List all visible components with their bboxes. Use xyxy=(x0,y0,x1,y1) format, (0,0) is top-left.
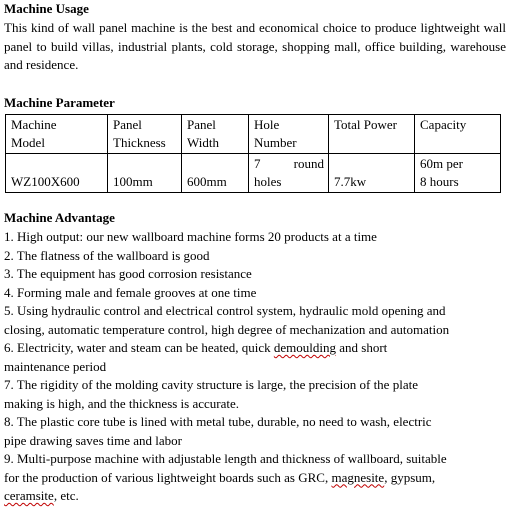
spellcheck-word: demoulding xyxy=(273,340,336,355)
cell-capacity: 60m per 8 hours xyxy=(415,154,501,193)
cell-thickness: 100mm xyxy=(108,154,182,193)
header-total-power: Total Power xyxy=(329,115,415,154)
usage-text: This kind of wall panel machine is the best and economical choice to produce lightweight wall panel to build villas, industrial plants, cold storage, shopping mall, office building, warehouse and residence. xyxy=(4,20,506,72)
cell-width: 600mm xyxy=(182,154,249,193)
parameter-heading: Machine Parameter xyxy=(4,95,115,110)
header-panel-thickness: Panel Thickness xyxy=(108,115,182,154)
advantage-line: 9. Multi-purpose machine with adjustable length and thickness of wallboard, suitable xyxy=(4,451,447,466)
header-machine-model: Machine Model xyxy=(6,115,108,154)
header-capacity: Capacity xyxy=(415,115,501,154)
advantage-line: 1. High output: our new wallboard machine forms 20 products at a time xyxy=(4,229,377,244)
parameter-table xyxy=(5,114,501,193)
advantage-line: closing, automatic temperature control, high degree of mechanization and automation xyxy=(4,321,450,337)
header-hole-number: Hole Number xyxy=(249,115,329,154)
usage-heading: Machine Usage xyxy=(4,1,89,16)
header-panel-width: Panel Width xyxy=(182,115,249,154)
spellcheck-word: ceramsite xyxy=(4,488,54,503)
advantage-line: 6. Electricity, water and steam can be heated, quick demoulding and short xyxy=(4,340,388,355)
advantage-line: 2. The flatness of the wallboard is good xyxy=(4,247,210,263)
cell-model: WZ100X600 xyxy=(6,154,108,193)
advantage-line: 8. The plastic core tube is lined with metal tube, durable, no need to wash, electric xyxy=(4,414,432,429)
advantage-heading: Machine Advantage xyxy=(4,210,115,225)
advantage-line: 5. Using hydraulic control and electrical control system, hydraulic mold opening and xyxy=(4,303,446,318)
advantage-line: 3. The equipment has good corrosion resistance xyxy=(4,266,252,281)
advantage-line: 7. The rigidity of the molding cavity structure is large, the precision of the plate xyxy=(4,377,418,392)
table-row xyxy=(6,154,501,193)
advantage-line: making is high, and the thickness is accurate. xyxy=(4,395,240,411)
advantage-line: pipe drawing saves time and labor xyxy=(4,432,182,448)
advantage-line: ceramsite, etc. xyxy=(4,488,79,503)
cell-power: 7.7kw xyxy=(329,154,415,193)
cell-hole-number: 7 round holes xyxy=(249,154,329,193)
advantage-line: for the production of various lightweight boards such as GRC, magnesite, gypsum, xyxy=(4,469,436,485)
advantage-line: 4. Forming male and female grooves at one time xyxy=(4,284,257,300)
table-header-row xyxy=(6,115,501,154)
advantage-line: maintenance period xyxy=(4,358,107,374)
spellcheck-word: magnesite xyxy=(331,469,385,485)
